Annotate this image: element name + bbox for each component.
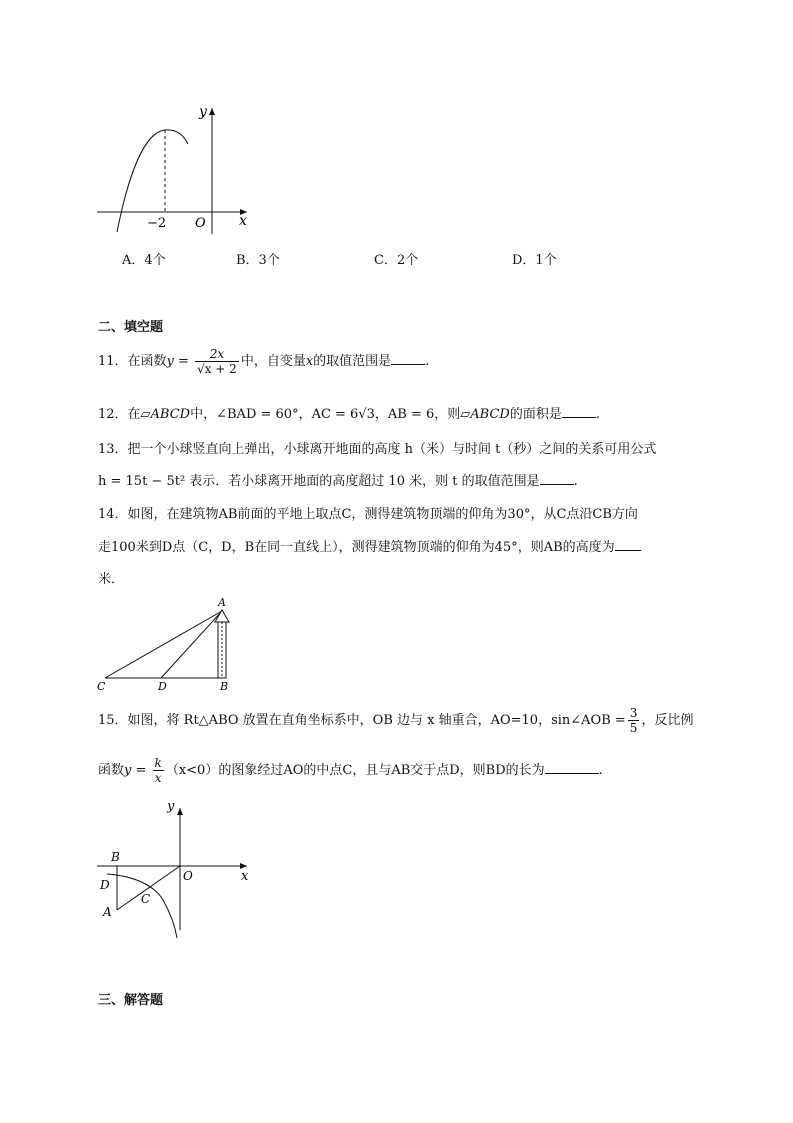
question-13-line2: h = 15t − 5t² 表示．若小球离开地面的高度超过 10 米，则 t 的取值范围是 . xyxy=(98,474,578,489)
answer-blank xyxy=(540,472,574,485)
question-14-line3: 米． xyxy=(98,572,125,587)
label-B: B xyxy=(220,680,229,693)
label-O: O xyxy=(183,869,193,883)
parabola-figure xyxy=(95,100,255,235)
y-label: y xyxy=(199,104,207,120)
answer-blank xyxy=(545,761,599,774)
question-14-line2: 走100米到D点（C，D，B在同一直线上），测得建筑物顶端的仰角为45°，则AB的高度为 xyxy=(98,536,641,555)
label-D: D xyxy=(100,878,110,892)
y-axis-arrow xyxy=(209,108,215,115)
label-A: A xyxy=(103,905,112,919)
hyperbola-figure xyxy=(95,800,255,940)
answer-blank xyxy=(391,352,425,365)
q15-fraction-sin: $\frac{3}{5}$ xyxy=(629,706,638,735)
choice-a: A．4个 xyxy=(122,253,166,268)
q11-fraction: $\frac{2x}{√x + 2}$ xyxy=(197,347,237,376)
building-figure xyxy=(95,596,240,694)
line-DA xyxy=(161,611,222,678)
question-15-line1: 15．如图，将 Rt△ABO 放置在直角坐标系中，OB 边与 x 轴重合，AO=10，sin∠AOB = $\frac{3}{5}$ ，反比例 xyxy=(98,706,694,735)
question-14-line1: 14．如图，在建筑物AB前面的平地上取点C，测得建筑物顶端的仰角为30°，从C点沿CB方向 xyxy=(98,507,638,522)
question-11: 11．在函数y = $\frac{2x}{√x + 2}$ 中，自变量x的取值范围是 . xyxy=(98,347,430,376)
label-C: C xyxy=(97,680,106,693)
vertex-x-label: −2 xyxy=(147,216,167,231)
x-label: x xyxy=(239,213,247,229)
q15-fraction-k: $\frac{k}{x}$ xyxy=(154,756,162,785)
label-y: y xyxy=(167,800,175,814)
question-13-line1: 13．把一个小球竖直向上弹出，小球离开地面的高度 h（米）与时间 t（秒）之间的关系可用公式 xyxy=(98,442,657,457)
origin-label: O xyxy=(195,216,206,231)
y-axis-arrow xyxy=(177,808,183,815)
label-D: D xyxy=(158,680,167,693)
answer-blank xyxy=(615,538,641,551)
choice-c: C．2个 xyxy=(374,253,419,268)
section3-heading: 三、解答题 xyxy=(98,993,164,1008)
question-15-line2: 函数y = $\frac{k}{x}$ （x<0）的图象经过AO的中点C，且与AB交于点D，则BD的长为 . xyxy=(98,756,603,785)
label-A: A xyxy=(218,596,226,609)
question-12: 12．在▱ABCD中，∠BAD = 60°，AC = 6√3，AB = 6，则▱ABCD的面积是 . xyxy=(98,407,600,422)
label-B: B xyxy=(111,850,120,864)
choice-d: D．1个 xyxy=(512,253,557,268)
answer-blank xyxy=(562,405,596,418)
line-CA xyxy=(105,611,222,678)
choice-b: B．3个 xyxy=(236,253,280,268)
label-C: C xyxy=(141,892,151,906)
section2-heading: 二、填空题 xyxy=(98,320,164,335)
label-x: x xyxy=(241,869,249,884)
